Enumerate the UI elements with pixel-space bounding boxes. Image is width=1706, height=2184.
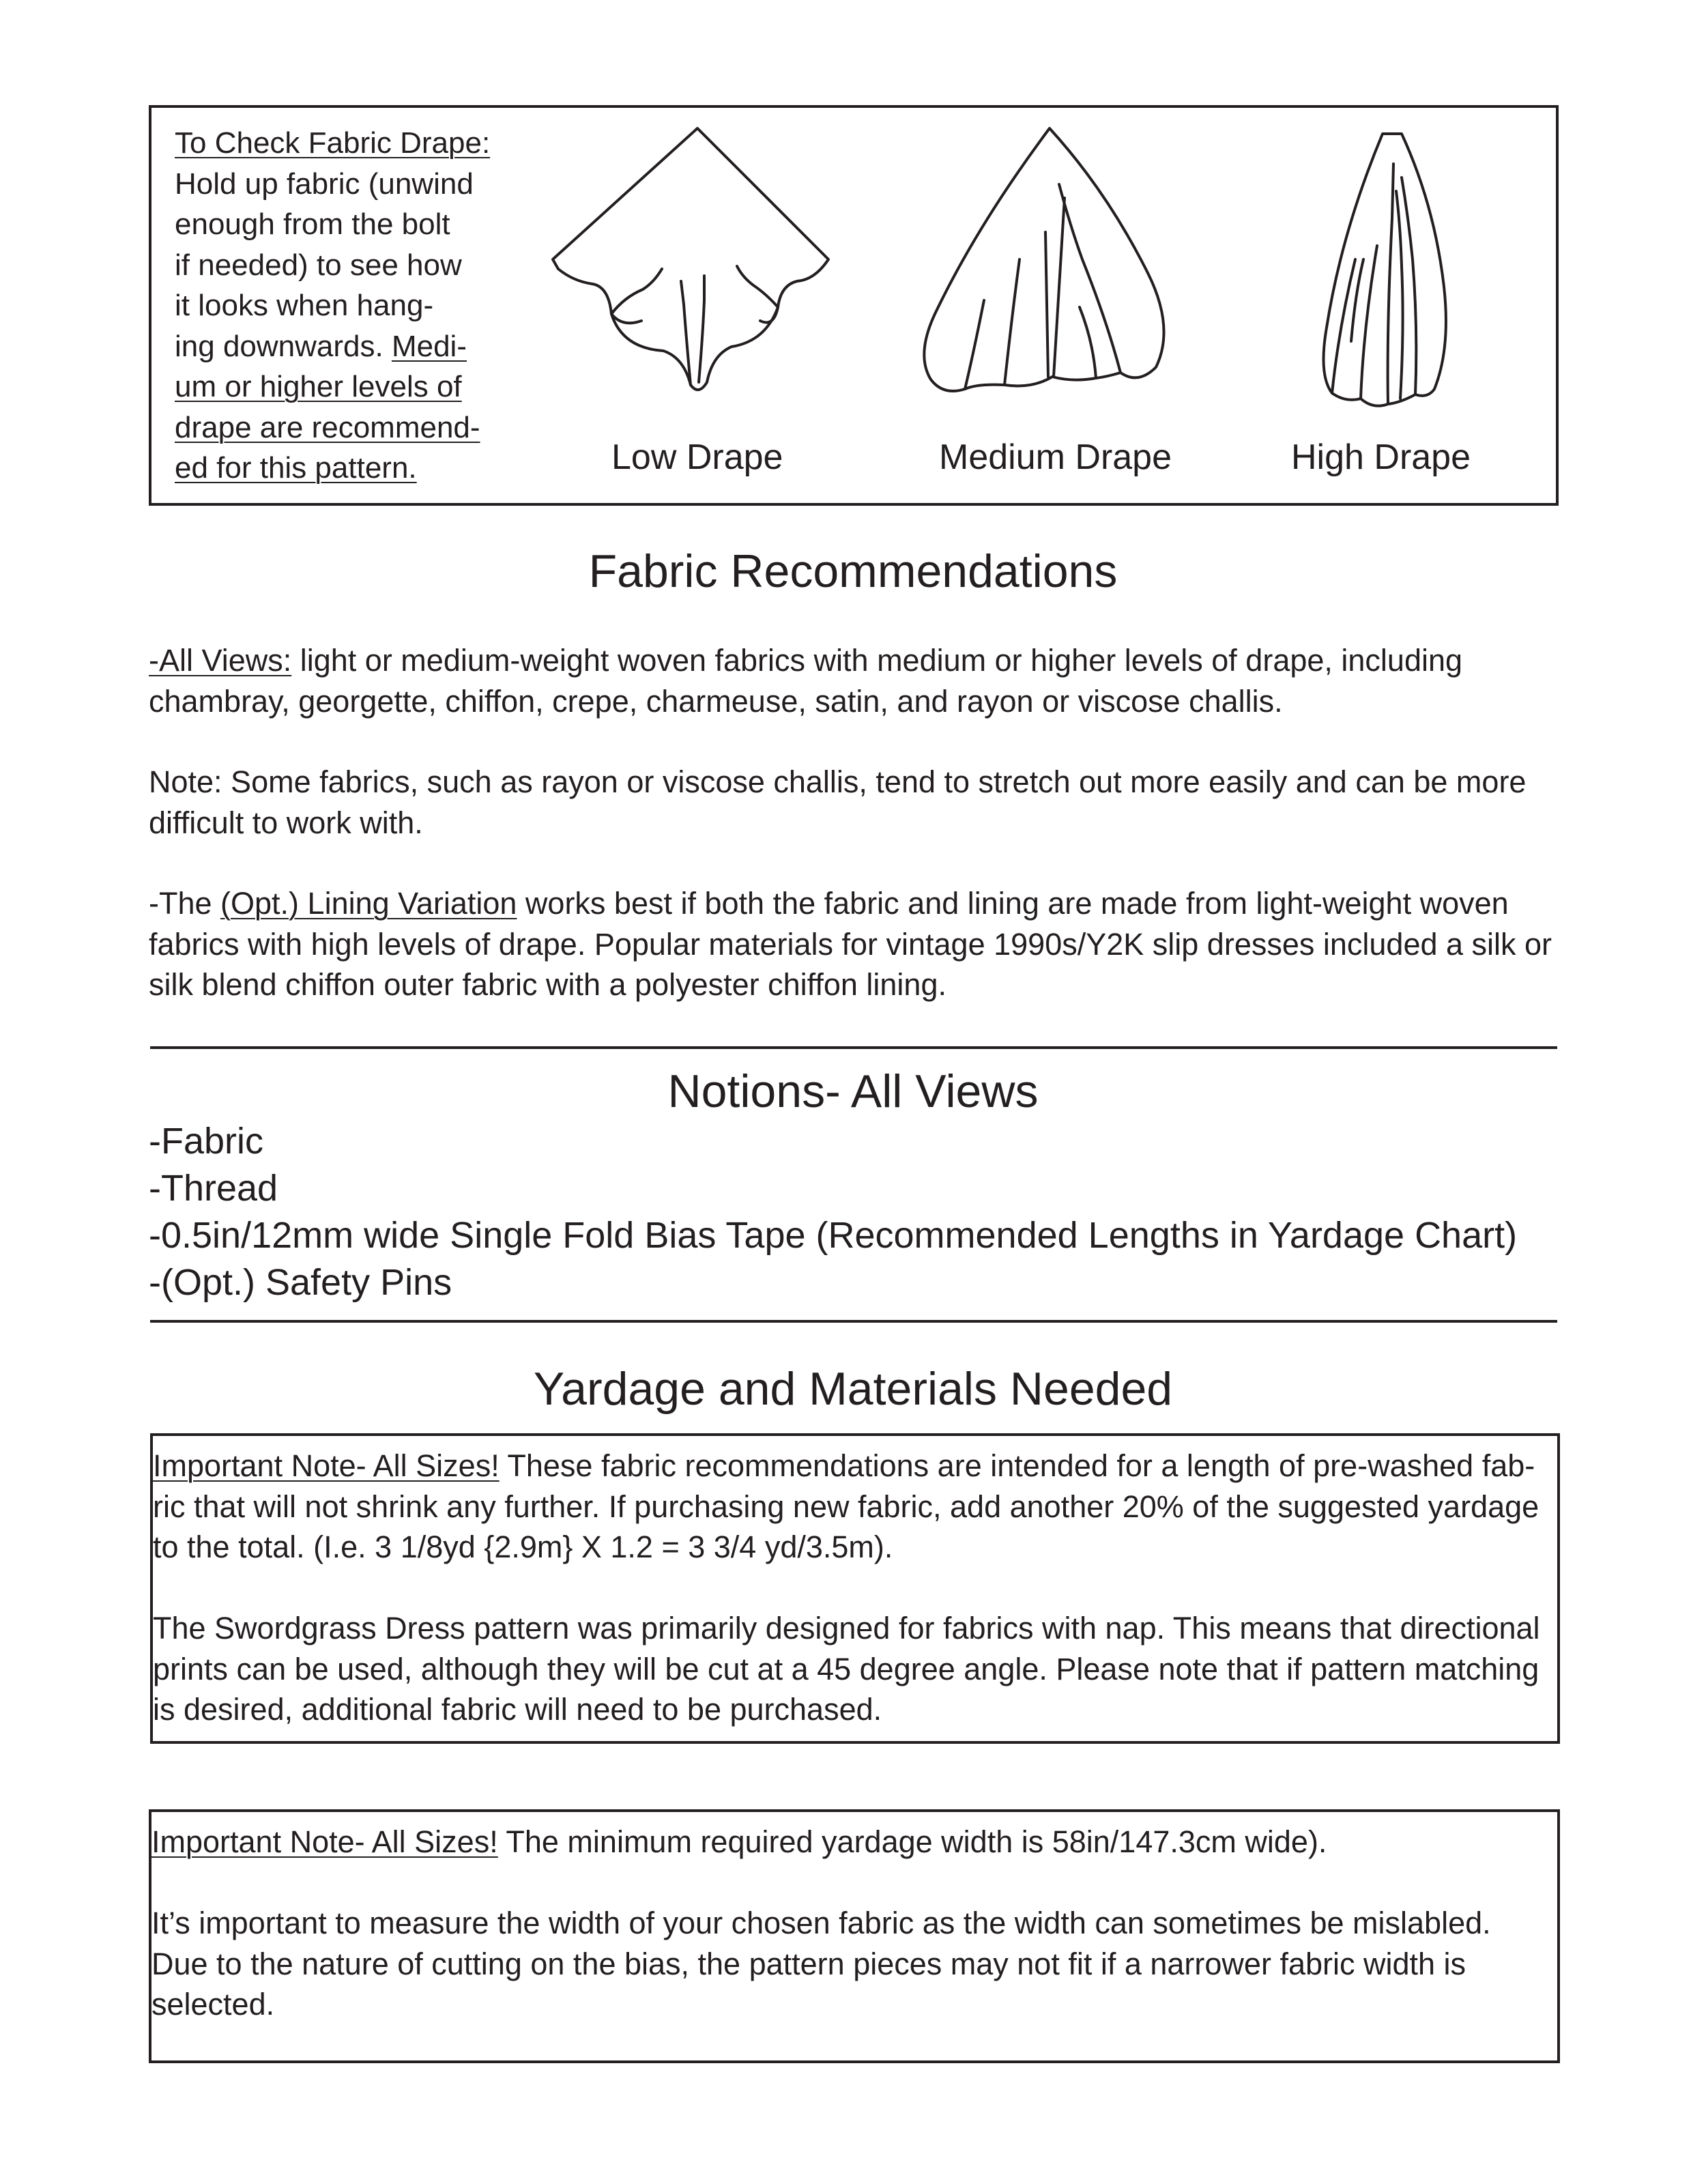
low-drape-illustration [540, 123, 854, 423]
all-views-text: light or medium-weight woven fabrics with medium or higher levels of drape, including [291, 643, 1463, 678]
important-note-label: Important Note- All Sizes! [151, 1824, 498, 1859]
divider [150, 1320, 1557, 1323]
lining-text: works best if both the fabric and lining are made from light-weight woven [517, 886, 1509, 921]
drape-line: it looks when hang- [175, 289, 434, 322]
notions-item: -Fabric [149, 1121, 264, 1162]
yardage-title: Yardage and Materials Needed [533, 1363, 1173, 1415]
high-drape-label: High Drape [1291, 437, 1471, 477]
yardage-note-2 [151, 1822, 1557, 2025]
notions-title: Notions- All Views [667, 1065, 1039, 1117]
all-views-text: chambray, georgette, chiffon, crepe, charmeuse, satin, and rayon or viscose challis. [149, 683, 1283, 719]
note-text: Note: Some fabrics, such as rayon or viscose challis, tend to stretch out more easily and can be more [149, 764, 1527, 799]
note-text: These fabric recommendations are intended for a length of pre-washed fab- [499, 1448, 1535, 1483]
note-text: is desired, additional fabric will need to be purchased. [153, 1692, 882, 1727]
drape-line: if needed) to see how [175, 248, 462, 282]
medium-drape-illustration [902, 123, 1202, 423]
yardage-note-box-1 [150, 1433, 1560, 1744]
medium-drape-label: Medium Drape [939, 437, 1172, 477]
lining-prefix: -The [149, 886, 221, 921]
drape-line: ing downwards. [175, 329, 392, 363]
drape-heading: To Check Fabric Drape: [175, 126, 491, 160]
all-views-label: -All Views: [149, 643, 292, 678]
note-text: The Swordgrass Dress pattern was primarily designed for fabrics with nap. This means that directional [153, 1611, 1540, 1646]
drape-underlined: um or higher levels of [175, 370, 462, 403]
yardage-note-1 [153, 1446, 1559, 1730]
note-text: difficult to work with. [149, 805, 423, 840]
note-paragraph [149, 762, 1568, 843]
drape-underlined: Medi- [391, 329, 467, 363]
fabric-recommendations-title: Fabric Recommendations [588, 545, 1118, 597]
drape-underlined: ed for this pattern. [175, 451, 417, 485]
notions-item: -0.5in/12mm wide Single Fold Bias Tape (Recommended Lengths in Yardage Chart) [149, 1215, 1518, 1256]
notions-item: -Thread [149, 1168, 278, 1209]
note-text: The minimum required yardage width is 58in/147.3cm wide). [497, 1824, 1327, 1859]
lining-text: fabrics with high levels of drape. Popular materials for vintage 1990s/Y2K slip dresses included a silk or [149, 926, 1552, 962]
drape-line: enough from the bolt [175, 207, 450, 241]
drape-instructions [175, 123, 516, 489]
all-views-paragraph [149, 640, 1568, 721]
lining-paragraph [149, 883, 1568, 1005]
note-text: prints can be used, although they will be cut at a 45 degree angle. Please note that if pattern matching [153, 1651, 1539, 1686]
divider [150, 1046, 1557, 1049]
yardage-note-box-2 [149, 1809, 1560, 2063]
notions-item: -(Opt.) Safety Pins [149, 1262, 452, 1303]
drape-line: Hold up fabric (unwind [175, 167, 474, 201]
note-text: Due to the nature of cutting on the bias, the pattern pieces may not fit if a narrower fabric width is [151, 1946, 1466, 1981]
note-text: selected. [151, 1987, 275, 2022]
note-text: It’s important to measure the width of your chosen fabric as the width can sometimes be mislabled. [151, 1906, 1491, 1940]
lining-variation-link[interactable]: (Opt.) Lining Variation [220, 886, 517, 921]
high-drape-illustration [1298, 123, 1475, 423]
notions-list [149, 1118, 1517, 1306]
low-drape-label: Low Drape [611, 437, 783, 477]
note-text: ric that will not shrink any further. If purchasing new fabric, add another 20% of the suggested yardage [153, 1489, 1539, 1524]
drape-check-box [149, 105, 1559, 506]
drape-line-mixed [175, 326, 516, 367]
important-note-label: Important Note- All Sizes! [153, 1448, 500, 1483]
note-text: to the total. (I.e. 3 1/8yd {2.9m} X 1.2 = 3 3/4 yd/3.5m). [153, 1529, 893, 1564]
drape-underlined: drape are recommend- [175, 410, 480, 444]
lining-text: silk blend chiffon outer fabric with a polyester chiffon lining. [149, 967, 946, 1002]
